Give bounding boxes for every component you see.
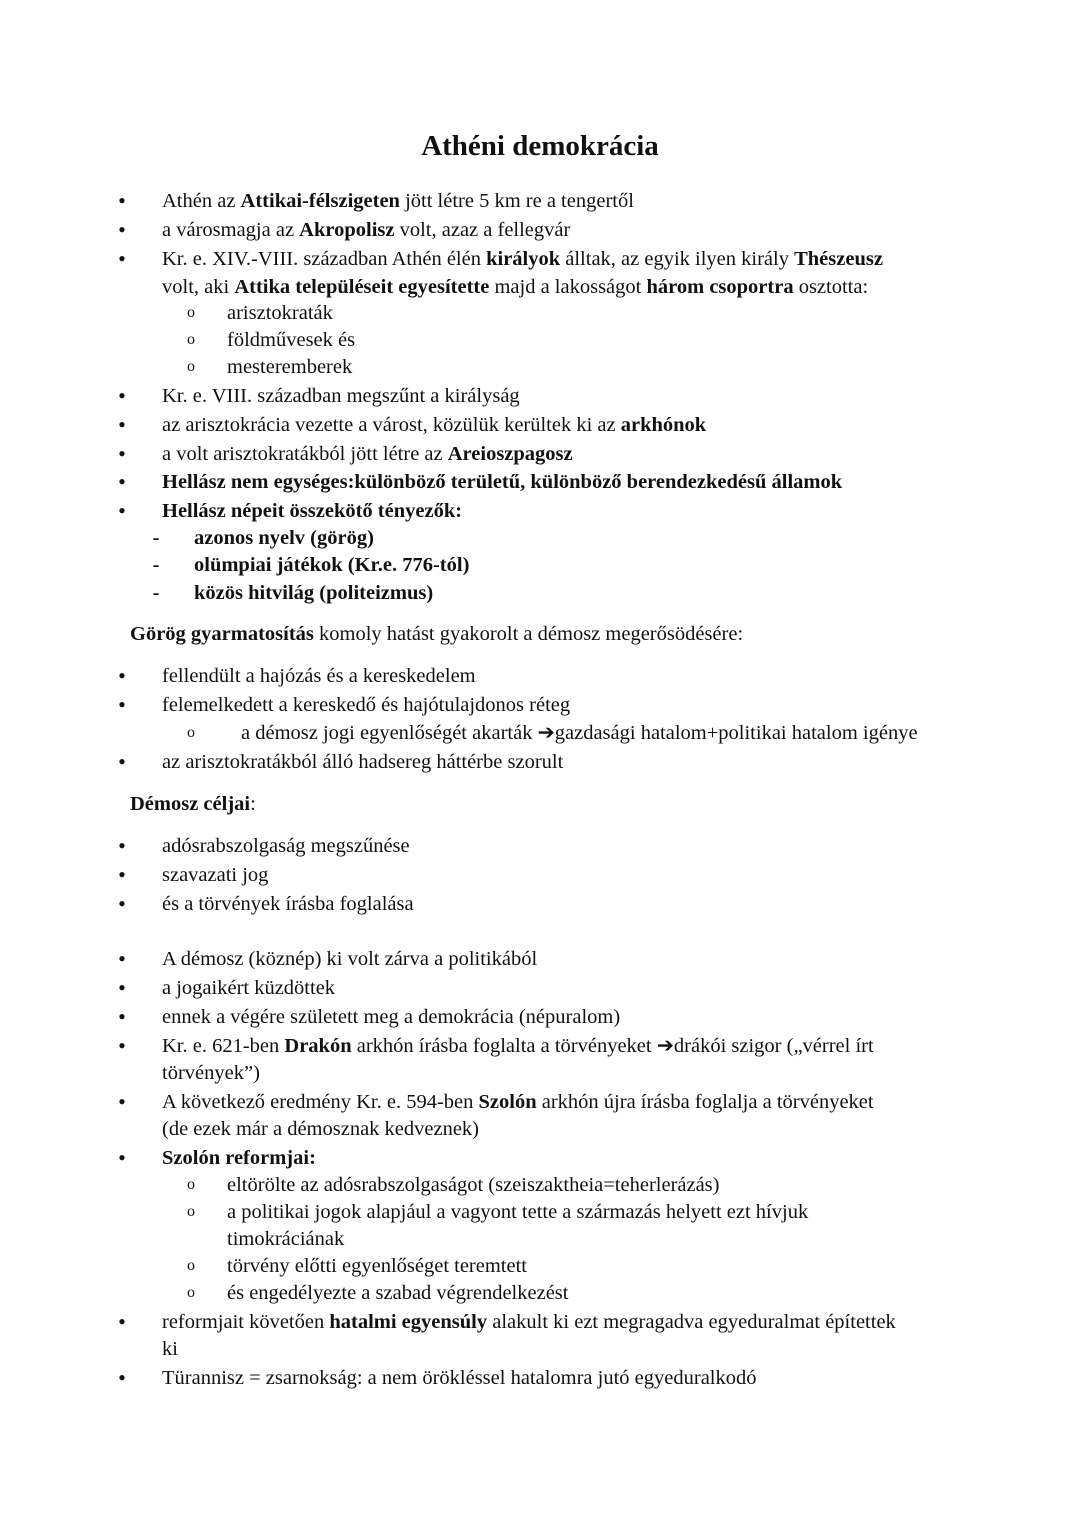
text-line xyxy=(241,719,918,747)
text-line xyxy=(227,326,355,354)
bold-text: Démosz céljai xyxy=(130,793,251,815)
bullet-marker: • xyxy=(118,833,126,858)
circle-marker: o xyxy=(187,358,195,375)
dash-marker: - xyxy=(152,554,160,576)
bullet-marker: • xyxy=(118,946,126,971)
text-span: arkhón újra írásba foglalja a törvényeket xyxy=(536,1091,874,1113)
circle-marker: o xyxy=(187,1284,195,1301)
text-span: A démosz (köznép) ki volt zárva a politikából xyxy=(162,948,538,970)
text-span: komoly hatást gyakorolt a démosz megerősödésére: xyxy=(313,623,744,645)
circle-marker: o xyxy=(187,1176,195,1193)
text-span: Kr. e. XIV.-VIII. században Athén élén xyxy=(162,248,487,270)
text-span: : xyxy=(250,793,256,815)
bullet-marker: • xyxy=(118,862,126,887)
bold-text: Thészeusz xyxy=(794,248,883,270)
bullet-marker: • xyxy=(118,891,126,916)
text-span: jött létre 5 km re a tengertől xyxy=(399,190,634,212)
bold-text: Attika településeit egyesítette xyxy=(234,276,490,298)
text-span: Kr. e. VIII. században megszűnt a királyság xyxy=(162,385,520,407)
text-line xyxy=(130,790,256,818)
bullet-marker: • xyxy=(118,663,126,688)
bullet-marker: • xyxy=(118,246,126,271)
text-span: Türannisz = zsarnokság: a nem örökléssel hatalomra jutó egyeduralkodó xyxy=(162,1367,757,1389)
text-line xyxy=(162,1364,757,1392)
text-line xyxy=(162,890,414,918)
text-span: és engedélyezte a szabad végrendelkezést xyxy=(227,1282,569,1304)
bold-text: arkhónok xyxy=(620,414,707,436)
bold-text: három csoportra xyxy=(646,276,794,298)
text-line xyxy=(162,1003,620,1031)
bullet-marker: • xyxy=(118,412,126,437)
text-span: a volt arisztokratákból jött létre az xyxy=(162,443,448,465)
circle-marker: o xyxy=(187,724,195,741)
text-span: és a törvények írásba foglalása xyxy=(162,893,414,915)
text-span: reformjait követően xyxy=(162,1311,330,1333)
text-span: volt, aki xyxy=(162,276,235,298)
text-line xyxy=(227,1225,344,1253)
text-line xyxy=(162,662,476,690)
text-span: szavazati jog xyxy=(162,864,269,886)
bold-text: Görög gyarmatosítás xyxy=(130,623,314,645)
bold-text: Hellász nem egységes:különböző területű, különböző berendezkedésű államok xyxy=(162,471,843,493)
bullet-marker: • xyxy=(118,469,126,494)
text-span: A következő eredmény Kr. e. 594-ben xyxy=(162,1091,479,1113)
text-line xyxy=(162,1144,316,1172)
circle-marker: o xyxy=(187,1203,195,1220)
text-line xyxy=(162,945,537,973)
bullet-marker: • xyxy=(118,441,126,466)
text-line xyxy=(162,691,570,719)
text-line xyxy=(162,411,706,439)
text-span: az arisztokrácia vezette a várost, közülük kerültek ki az xyxy=(162,414,621,436)
text-line xyxy=(162,216,570,244)
text-line xyxy=(130,620,743,648)
text-span: fellendült a hajózás és a kereskedelem xyxy=(162,665,476,687)
text-span: Athén az xyxy=(162,190,241,212)
text-line xyxy=(162,1115,479,1143)
text-line xyxy=(227,299,333,327)
text-span: a politikai jogok alapjául a vagyont tette a származás helyett ezt hívjuk xyxy=(227,1201,809,1223)
bold-text: olümpiai játékok (Kr.e. 776-tól) xyxy=(194,554,470,576)
circle-marker: o xyxy=(187,331,195,348)
text-span: ennek a végére született meg a demokrácia (népuralom) xyxy=(162,1006,621,1028)
text-span: a démosz jogi egyenlőségét akarták ➔gazdasági hatalom+politikai hatalom igénye xyxy=(241,722,918,744)
text-line xyxy=(162,245,883,273)
text-line xyxy=(162,1059,260,1087)
text-span: törvények”) xyxy=(162,1062,260,1084)
bullet-marker: • xyxy=(118,1089,126,1114)
text-span: felemelkedett a kereskedő és hajótulajdonos réteg xyxy=(162,694,571,716)
text-line xyxy=(162,468,842,496)
bold-text: Areioszpagosz xyxy=(447,443,573,465)
bold-text: Szolón reformjai: xyxy=(162,1147,316,1169)
text-line xyxy=(227,1198,808,1226)
text-line xyxy=(162,1335,178,1363)
text-line xyxy=(194,524,374,552)
text-span: a jogaikért küzdöttek xyxy=(162,977,336,999)
text-line xyxy=(162,1032,874,1060)
text-span: timokráciának xyxy=(227,1228,345,1250)
dash-marker: - xyxy=(152,582,160,604)
text-span: alakult ki ezt megragadva egyeduralmat építettek xyxy=(487,1311,896,1333)
text-span: majd a lakosságot xyxy=(489,276,647,298)
dash-marker: - xyxy=(152,527,160,549)
bullet-marker: • xyxy=(118,692,126,717)
text-span: mesteremberek xyxy=(227,356,353,378)
bold-text: Szolón xyxy=(478,1091,537,1113)
text-span: álltak, az egyik ilyen király xyxy=(560,248,795,270)
page-title: Athéni demokrácia xyxy=(421,130,659,162)
text-span: földművesek és xyxy=(227,329,356,351)
bold-text: Attikai-félszigeten xyxy=(240,190,400,212)
bullet-marker: • xyxy=(118,498,126,523)
bold-text: Akropolisz xyxy=(299,219,395,241)
text-line xyxy=(227,1279,568,1307)
bold-text: hatalmi egyensúly xyxy=(329,1311,488,1333)
circle-marker: o xyxy=(187,304,195,321)
text-span: ki xyxy=(162,1338,178,1360)
text-span: az arisztokratákból álló hadsereg háttérbe szorult xyxy=(162,751,564,773)
text-line xyxy=(162,440,573,468)
text-span: osztotta: xyxy=(793,276,869,298)
bullet-marker: • xyxy=(118,1033,126,1058)
text-line xyxy=(194,579,433,607)
circle-marker: o xyxy=(187,1257,195,1274)
bullet-marker: • xyxy=(118,1145,126,1170)
text-span: törvény előtti egyenlőséget teremtett xyxy=(227,1255,527,1277)
text-line xyxy=(162,1308,896,1336)
text-span: arisztokraták xyxy=(227,302,333,324)
text-span: Kr. e. 621-ben xyxy=(162,1035,285,1057)
text-line xyxy=(162,748,563,776)
text-line xyxy=(162,974,335,1002)
text-span: a városmagja az xyxy=(162,219,300,241)
bullet-marker: • xyxy=(118,383,126,408)
text-line xyxy=(162,832,410,860)
text-span: eltörölte az adósrabszolgaságot (szeiszaktheia=teherlerázás) xyxy=(227,1174,720,1196)
text-span: arkhón írásba foglalta a törvényeket ➔drákói szigor („vérrel írt xyxy=(351,1035,874,1057)
bullet-marker: • xyxy=(118,1004,126,1029)
bullet-marker: • xyxy=(118,1309,126,1334)
bullet-marker: • xyxy=(118,1365,126,1390)
text-line xyxy=(162,861,268,889)
bullet-marker: • xyxy=(118,217,126,242)
bold-text: Drakón xyxy=(284,1035,352,1057)
bold-text: közös hitvilág (politeizmus) xyxy=(194,582,434,604)
bullet-marker: • xyxy=(118,188,126,213)
text-span: (de ezek már a démosznak kedveznek) xyxy=(162,1118,480,1140)
text-line xyxy=(227,1252,527,1280)
text-line xyxy=(227,353,352,381)
text-span: volt, azaz a fellegvár xyxy=(394,219,571,241)
text-line xyxy=(162,382,520,410)
text-span: adósrabszolgaság megszűnése xyxy=(162,835,410,857)
bold-text: királyok xyxy=(486,248,561,270)
text-line xyxy=(227,1171,720,1199)
text-line xyxy=(162,187,634,215)
bold-text: azonos nyelv (görög) xyxy=(194,527,374,549)
bullet-marker: • xyxy=(118,975,126,1000)
text-line xyxy=(162,1088,874,1116)
text-line xyxy=(162,273,868,301)
bold-text: Hellász népeit összekötő tényezők: xyxy=(162,500,463,522)
bullet-marker: • xyxy=(118,749,126,774)
text-line xyxy=(162,497,462,525)
text-line xyxy=(194,551,469,579)
